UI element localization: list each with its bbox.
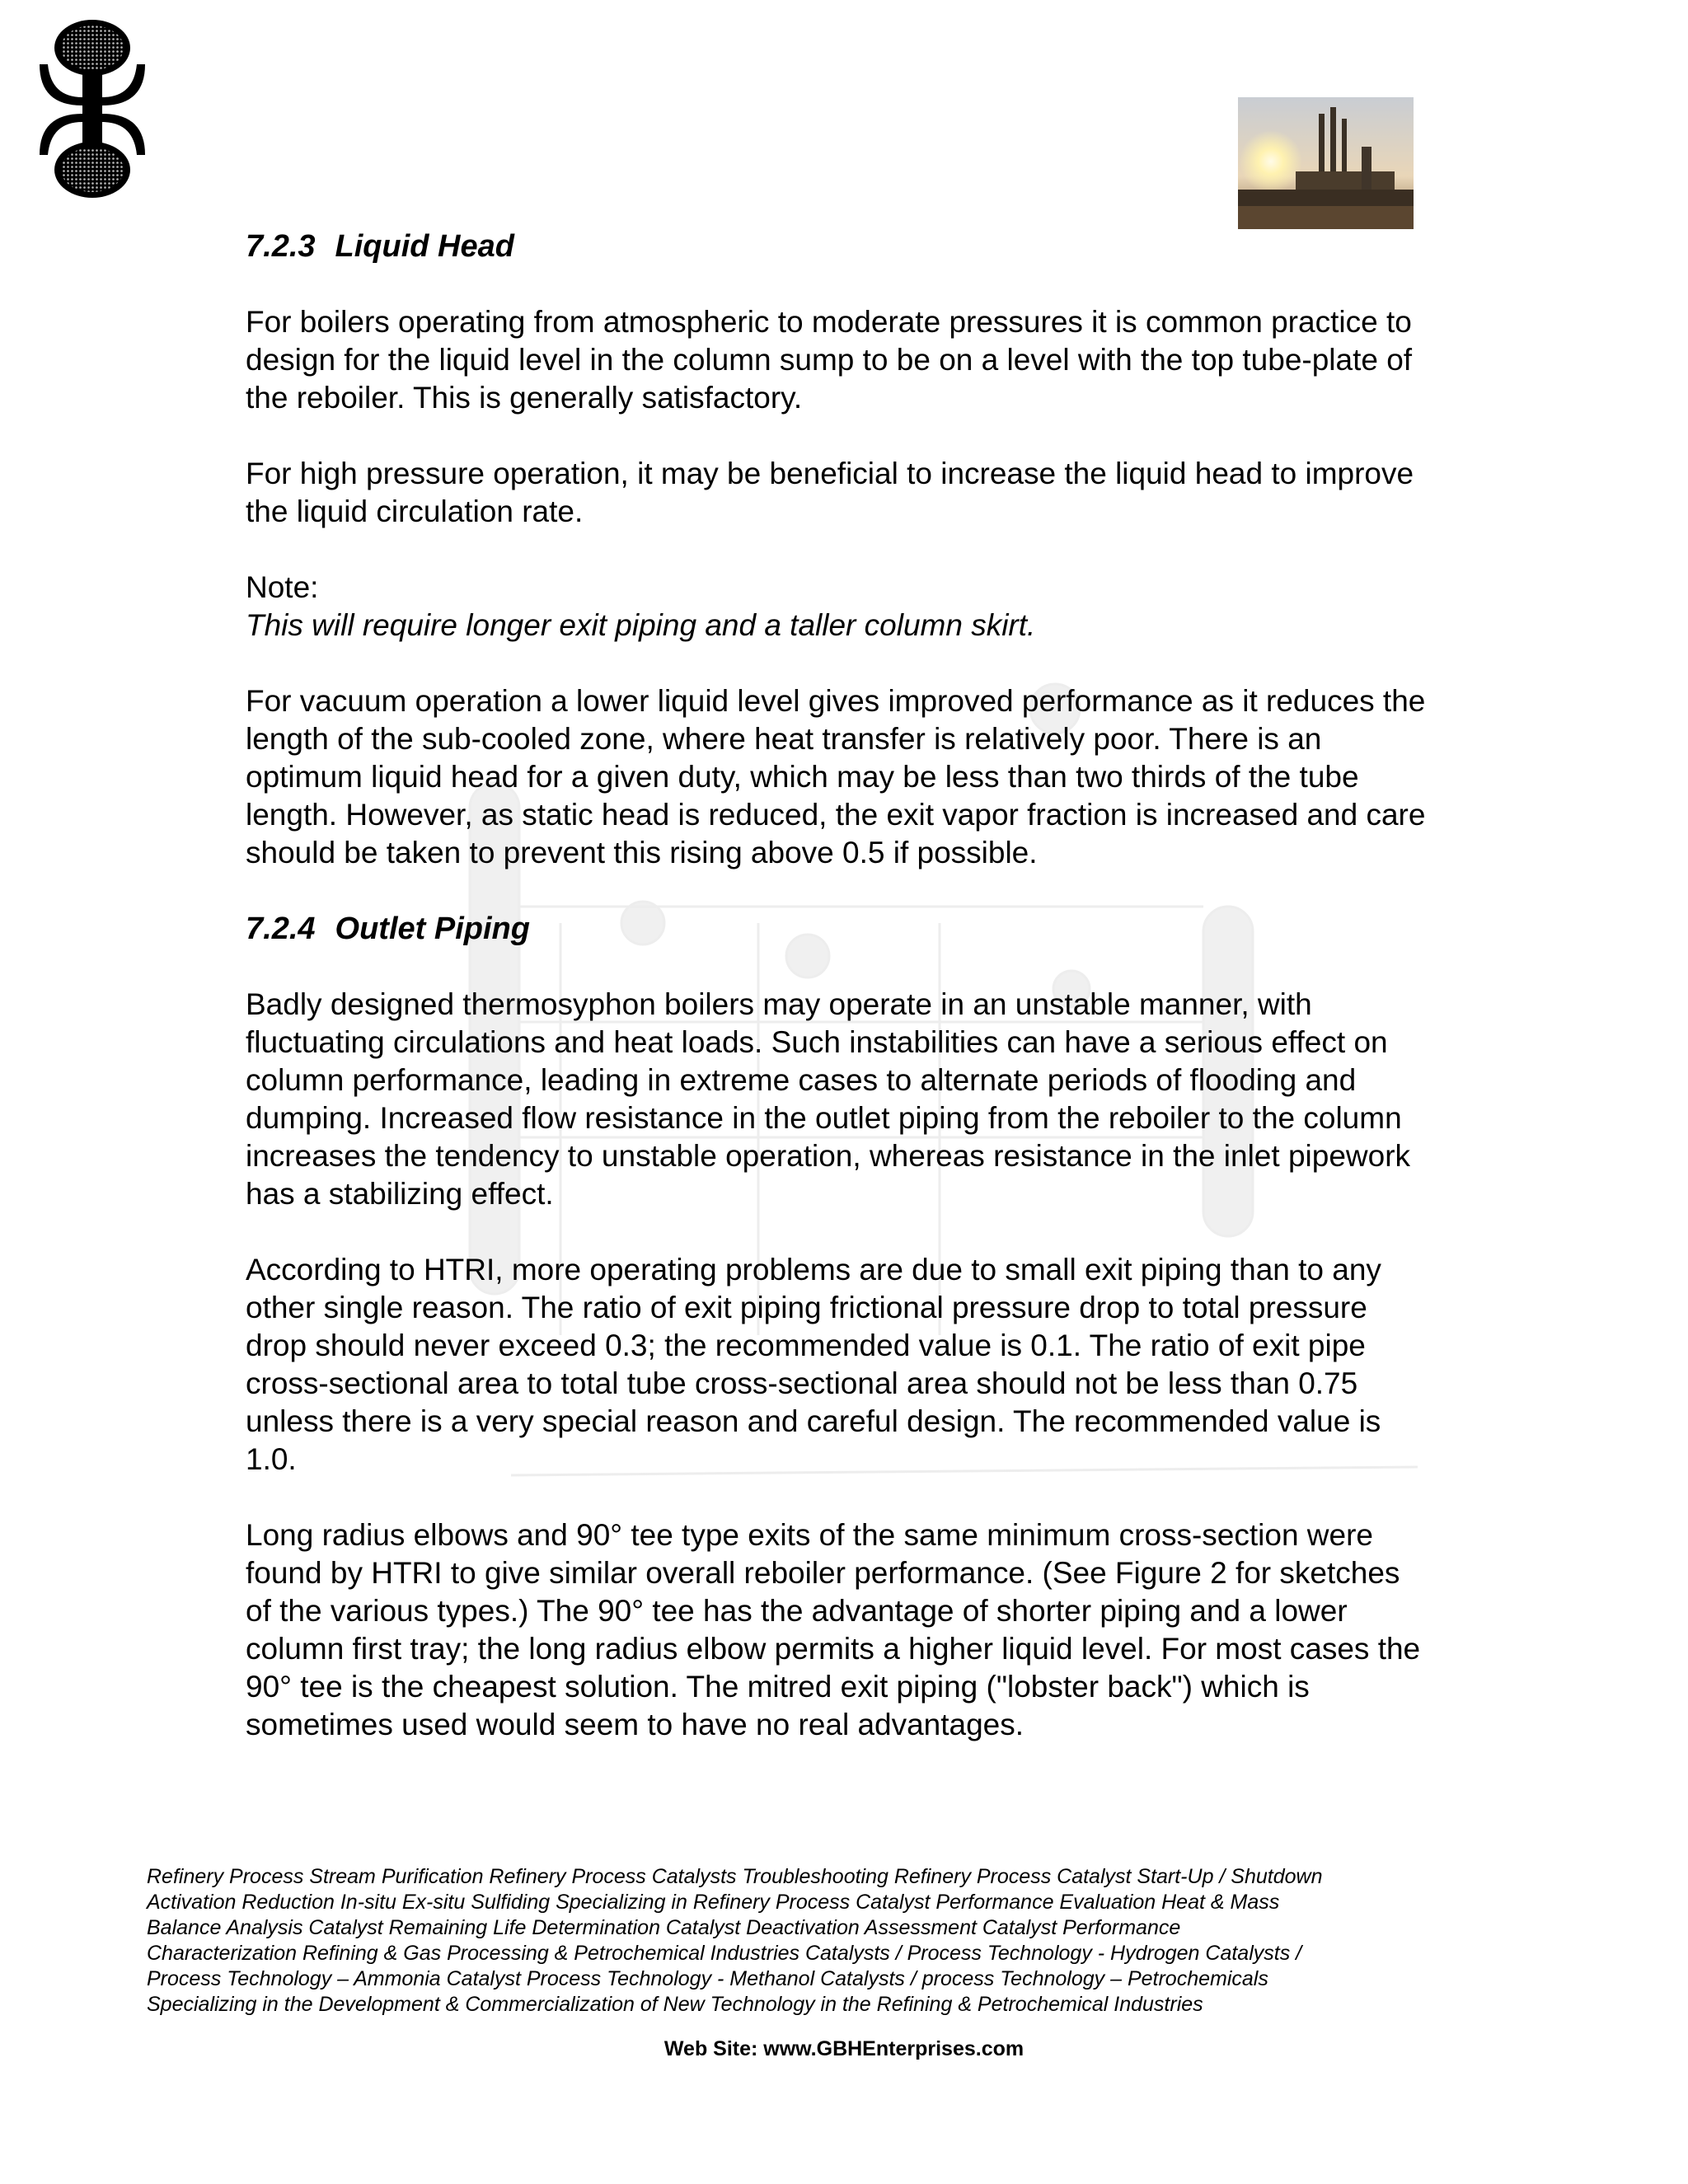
section-heading-liquid-head: 7.2.3 Liquid Head <box>246 229 514 264</box>
footer-line: Process Technology – Ammonia Catalyst Process Technology - Methanol Catalysts / process Technology – Petrochemicals <box>147 1967 1268 1990</box>
note-text: This will require longer exit piping and a taller column skirt. <box>246 608 1036 642</box>
section-heading-outlet-piping: 7.2.4 Outlet Piping <box>246 912 530 946</box>
note-label: Note: <box>246 570 319 604</box>
footer-line: Activation Reduction In-situ Ex-situ Sulfiding Specializing in Refinery Process Catalyst Performance Evaluation Heat & Mass <box>147 1891 1280 1914</box>
footer-line: Balance Analysis Catalyst Remaining Life Determination Catalyst Deactivation Assessment Catalyst Performance <box>147 1916 1181 1939</box>
footer-line: Characterization Refining & Gas Processing & Petrochemical Industries Catalysts / Process Technology - Hydrogen Catalysts / <box>147 1942 1302 1965</box>
paragraph: According to HTRI, more operating problems are due to small exit piping than to any other single reason. The ratio of exit piping frictional pressure drop to total pressure drop should never exceed 0.3; the recommended value is 0.1. The ratio of exit pipe cross-sectional area to total tube cross-sectional area should not be less than 0.75 unless there is a very special reason and careful design. The recommended value is 1.0. <box>246 1253 1381 1476</box>
footer-services-text <box>147 1864 1432 2018</box>
website-link[interactable]: Web Site: www.GBHEnterprises.com <box>663 2037 1025 2060</box>
paragraph: For boilers operating from atmospheric to moderate pressures it is common practice to design for the liquid level in the column sump to be on a level with the top tube-plate of the reboiler. This is generally satisfactory. <box>246 305 1413 415</box>
document-body <box>246 227 1432 1744</box>
paragraph: Badly designed thermosyphon boilers may operate in an unstable manner, with fluctuating circulations and heat loads. Such instabilities can have a serious effect on column performance, leading in extreme cases to alternate periods of flooding and dumping. Increased flow resistance in the outlet piping from the reboiler to the column increases the tendency to unstable operation, whereas resistance in the inlet pipework has a stabilizing effect. <box>246 987 1411 1211</box>
paragraph: For high pressure operation, it may be beneficial to increase the liquid head to improve the liquid circulation rate. <box>246 457 1414 528</box>
paragraph: For vacuum operation a lower liquid level gives improved performance as it reduces the length of the sub-cooled zone, where heat transfer is relatively poor. There is an optimum liquid head for a given duty, which may be less than two thirds of the tube length. However, as static head is reduced, the exit vapor fraction is increased and care should be taken to prevent this rising above 0.5 if possible. <box>246 684 1426 869</box>
footer-line: Specializing in the Development & Commercialization of New Technology in the Refining & Petrochemical Industries <box>147 1993 1203 2016</box>
company-logo <box>33 16 152 202</box>
refinery-photo <box>1238 97 1414 229</box>
paragraph: Long radius elbows and 90° tee type exits of the same minimum cross-section were found by HTRI to give similar overall reboiler performance. (See Figure 2 for sketches of the various types.) The 90° tee has the advantage of shorter piping and a lower column first tray; the long radius elbow permits a higher liquid level. For most cases the 90° tee is the cheapest solution. The mitred exit piping ("lobster back") which is sometimes used would seem to have no real advantages. <box>246 1518 1421 1741</box>
footer-line: Refinery Process Stream Purification Refinery Process Catalysts Troubleshooting Refinery Process Catalyst Start-Up / Shutdown <box>147 1865 1323 1888</box>
